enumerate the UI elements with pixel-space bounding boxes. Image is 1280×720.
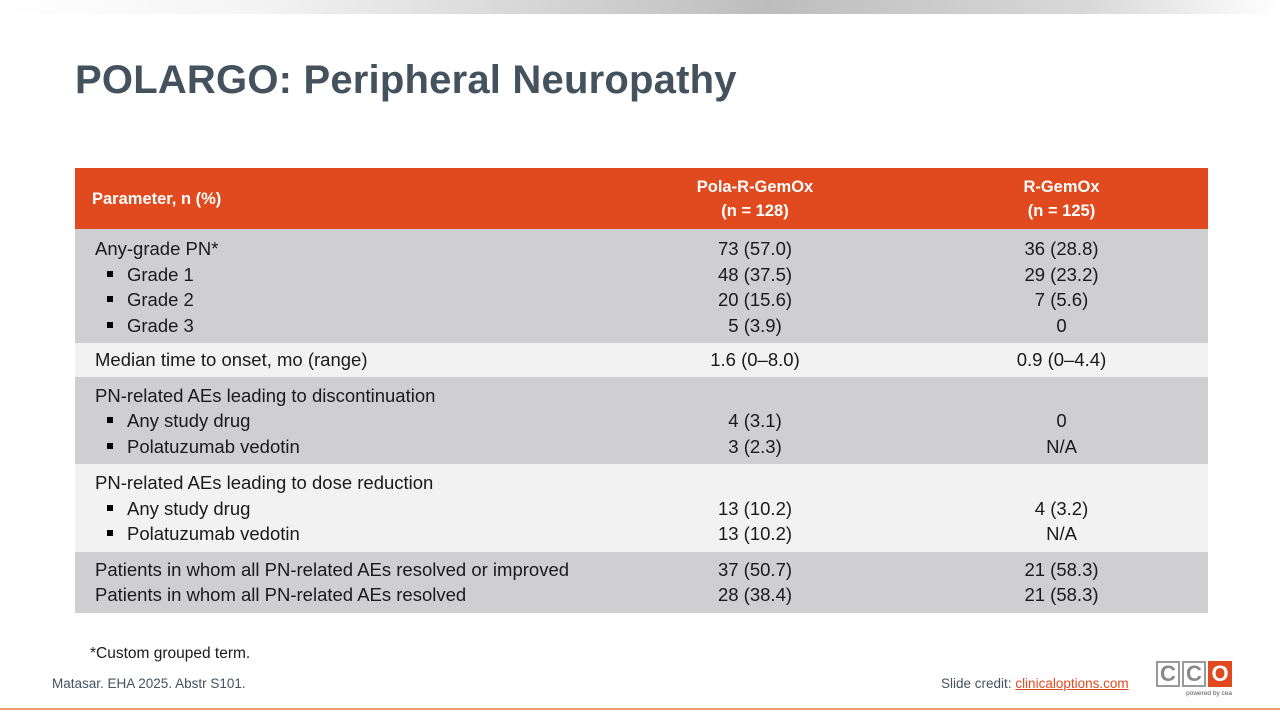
sub-row-label: Polatuzumab vedotin (95, 434, 595, 460)
cell-value: 28 (38.4) (717, 584, 793, 605)
cell-value: 21 (58.3) (1024, 558, 1099, 580)
table-row (75, 464, 1208, 552)
sub-row-label: Grade 2 (95, 287, 595, 313)
bullet-icon (107, 296, 113, 302)
sub-row-label: Polatuzumab vedotin (95, 521, 595, 547)
cell-value: 13 (10.2) (717, 497, 793, 519)
cell-value: 29 (23.2) (1024, 263, 1099, 285)
logo-letter: C (1156, 661, 1180, 687)
slide-title: POLARGO: Peripheral Neuropathy (75, 58, 737, 102)
bullet-icon (107, 322, 113, 328)
sub-row-label: Any study drug (95, 496, 595, 522)
header-arm1-name: Pola-R-GemOx (696, 177, 814, 196)
table-row (75, 552, 1208, 613)
cell-value: 20 (15.6) (717, 289, 793, 310)
logo-letter: O (1208, 661, 1232, 687)
cell-value: 0 (1056, 314, 1067, 336)
cell-value: 73 (57.0) (717, 238, 793, 259)
row-label: Any-grade PN* (95, 238, 219, 259)
bullet-icon (107, 505, 113, 511)
bottom-rule (0, 708, 1280, 710)
header-pola-r-gemox (595, 168, 915, 229)
cell-value: 0.9 (0–4.4) (1016, 349, 1107, 370)
row-label: Patients in whom all PN-related AEs resolved (95, 584, 467, 605)
table-row (75, 377, 1208, 465)
bullet-icon (107, 271, 113, 277)
table-header-row (75, 168, 1208, 229)
cell-value: 1.6 (0–8.0) (710, 349, 800, 370)
cell-value: 48 (37.5) (717, 263, 793, 285)
logo-tagline: powered by cea (1186, 690, 1232, 697)
row-label: Patients in whom all PN-related AEs resolved or improved (95, 558, 570, 580)
cell-value: 4 (3.1) (728, 410, 782, 431)
bullet-icon (107, 443, 113, 449)
cell-value: 13 (10.2) (717, 523, 793, 544)
credit-label: Slide credit: (941, 676, 1012, 691)
row-label: PN-related AEs leading to discontinuation (95, 384, 436, 406)
sub-row-label: Grade 1 (95, 262, 595, 288)
header-arm2-name: R-GemOx (1023, 177, 1100, 196)
cell-value: N/A (1046, 435, 1077, 457)
cell-value: 37 (50.7) (717, 558, 793, 580)
header-arm1-n: (n = 128) (721, 201, 789, 220)
cell-value: 0 (1056, 410, 1067, 431)
footnote: *Custom grouped term. (90, 645, 251, 662)
sub-row-label: Grade 3 (95, 313, 595, 339)
sub-row-label: Any study drug (95, 408, 595, 434)
header-parameter: Parameter, n (%) (92, 189, 222, 208)
slide-credit (941, 676, 1129, 691)
neuropathy-table (75, 168, 1208, 613)
row-label: Median time to onset, mo (range) (95, 349, 368, 370)
cell-value: 5 (3.9) (728, 314, 782, 336)
cell-value: 3 (2.3) (728, 435, 782, 457)
table-row (75, 343, 1208, 377)
bullet-icon (107, 417, 113, 423)
header-r-gemox (915, 168, 1208, 229)
bullet-icon (107, 530, 113, 536)
top-gradient-bar (0, 0, 1280, 14)
table-row (75, 229, 1208, 343)
cco-logo (1156, 661, 1234, 705)
row-label: PN-related AEs leading to dose reduction (95, 472, 434, 493)
cell-value: N/A (1046, 523, 1077, 544)
citation: Matasar. EHA 2025. Abstr S101. (52, 676, 246, 691)
cell-value: 21 (58.3) (1024, 584, 1099, 605)
cell-value: 7 (5.6) (1034, 289, 1089, 310)
logo-letter: C (1182, 661, 1206, 687)
cell-value: 4 (3.2) (1034, 497, 1089, 519)
credit-link[interactable]: clinicaloptions.com (1015, 676, 1129, 691)
cell-value: 36 (28.8) (1024, 238, 1099, 259)
header-arm2-n: (n = 125) (1027, 201, 1096, 220)
